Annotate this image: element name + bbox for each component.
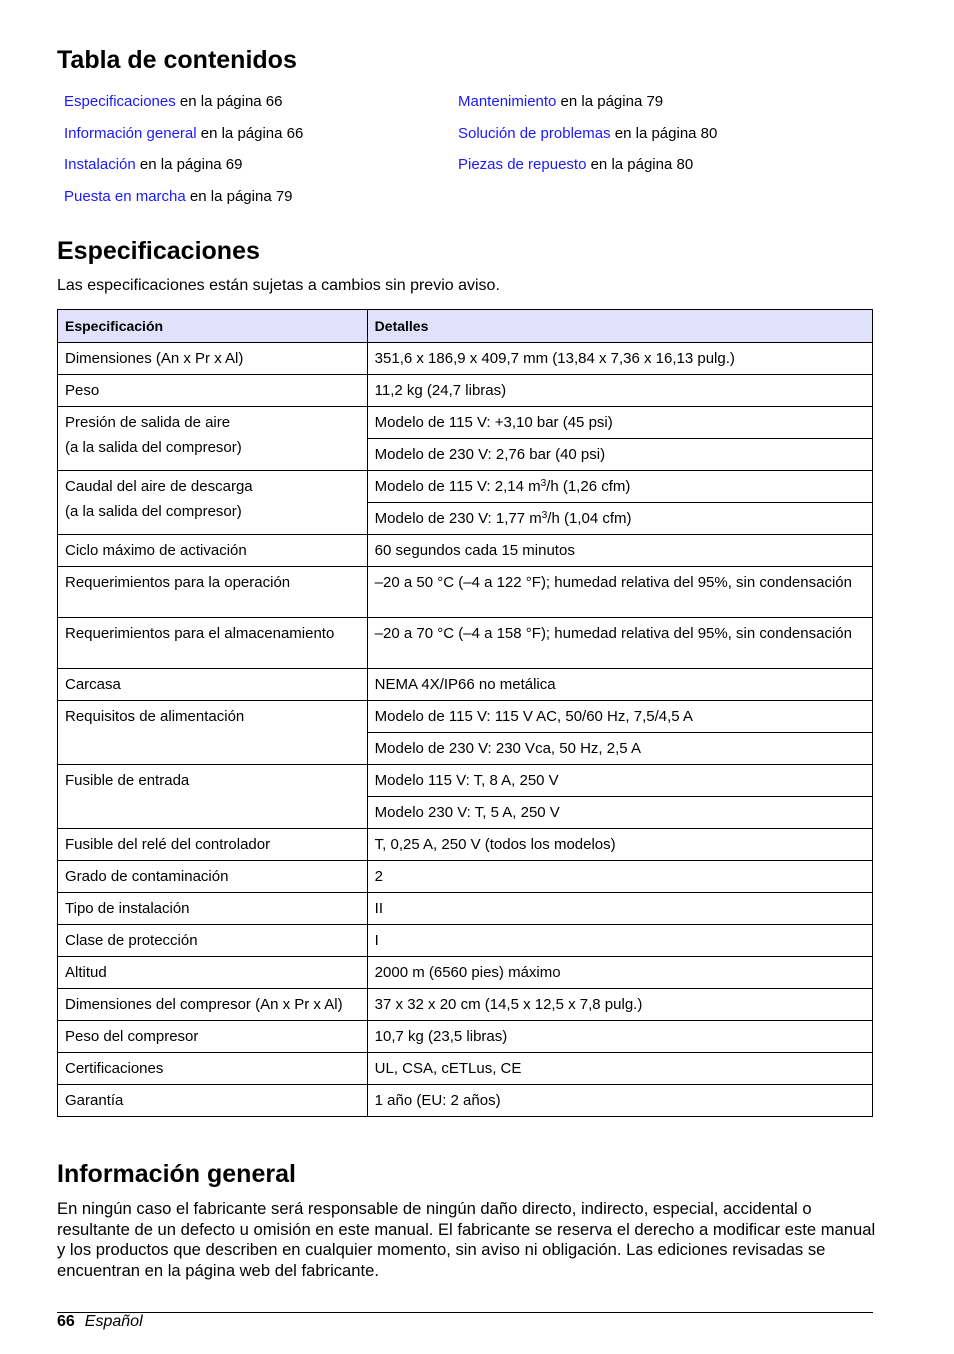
toc-link-mantenimiento[interactable]: Mantenimiento (458, 93, 557, 110)
detail-cell: NEMA 4X/IP66 no metálica (367, 669, 872, 701)
toc-title: Tabla de contenidos (57, 46, 297, 74)
table-row (58, 829, 873, 861)
detail-cell: –20 a 50 °C (–4 a 122 °F); humedad relativa del 95%, sin condensación (367, 567, 872, 618)
spec-cell: Requisitos de alimentación (58, 701, 368, 765)
detail-cell: 2000 m (6560 pies) máximo (367, 957, 872, 989)
spec-line: Presión de salida de aire (65, 414, 231, 431)
specs-intro: Las especificaciones están sujetas a cambios sin previo aviso. (57, 277, 500, 294)
detail-cell: Modelo de 115 V: +3,10 bar (45 psi) (367, 407, 872, 439)
spec-cell: Carcasa (58, 669, 368, 701)
detail-cell: T, 0,25 A, 250 V (todos los modelos) (367, 829, 872, 861)
detail-cell: 60 segundos cada 15 minutos (367, 535, 872, 567)
toc-page-ref: en la página 66 (175, 93, 283, 110)
footer-divider (57, 1312, 873, 1313)
detail-cell: Modelo de 230 V: 2,76 bar (40 psi) (367, 439, 872, 471)
specs-heading: Especificaciones (57, 237, 260, 265)
spec-cell: Dimensiones (An x Pr x Al) (58, 343, 368, 375)
toc-link-instalacion[interactable]: Instalación (64, 156, 136, 174)
column-header-details: Detalles (367, 310, 872, 343)
detail-text: /h (1,04 cfm) (547, 510, 632, 527)
specs-table (57, 309, 873, 1117)
general-heading: Información general (57, 1160, 296, 1188)
toc-link-informacion-general[interactable]: Información general (64, 124, 197, 142)
toc-item (458, 118, 838, 150)
detail-cell: II (367, 893, 872, 925)
table-row (58, 765, 873, 797)
table-row (58, 567, 873, 618)
spec-cell: Clase de protección (58, 925, 368, 957)
detail-cell: 10,7 kg (23,5 libras) (367, 1021, 872, 1053)
table-row (58, 957, 873, 989)
table-row (58, 407, 873, 439)
toc-column-right (458, 86, 838, 181)
spec-cell: Fusible del relé del controlador (58, 829, 368, 861)
spec-cell: Ciclo máximo de activación (58, 535, 368, 567)
spec-cell (58, 407, 368, 471)
spec-cell: Altitud (58, 957, 368, 989)
toc-item (64, 86, 444, 118)
detail-cell: –20 a 70 °C (–4 a 158 °F); humedad relativa del 95%, sin condensación (367, 618, 872, 669)
detail-text: /h (1,26 cfm) (546, 478, 631, 495)
general-body: En ningún caso el fabricante será responsable de ningún daño directo, indirecto, especial, accidental o resultante de un defecto u omisión en este manual. El fabricante se reserva el derecho a modificar este manual y los productos que describen en cualquier momento, sin aviso ni obligación. Las ediciones revisadas se encuentran en la página web del fabricante. (57, 1199, 876, 1280)
footer-language: Español (84, 1313, 143, 1330)
table-row (58, 343, 873, 375)
spec-cell: Dimensiones del compresor (An x Pr x Al) (58, 989, 368, 1021)
spec-cell: Fusible de entrada (58, 765, 368, 829)
table-row (58, 618, 873, 669)
toc-link-especificaciones[interactable]: Especificaciones (64, 93, 176, 110)
spec-cell: Certificaciones (58, 1053, 368, 1085)
toc-page-ref: en la página 66 (196, 124, 304, 142)
detail-text: Modelo de 230 V: 1,77 m (374, 510, 542, 527)
detail-cell: I (367, 925, 872, 957)
spec-cell: Requerimientos para el almacenamiento (58, 618, 368, 669)
spec-note: (a la salida del compresor) (65, 503, 242, 520)
toc-page-ref: en la página 69 (135, 156, 243, 174)
table-row (58, 375, 873, 407)
toc-item (64, 181, 444, 213)
page-number: 66 (57, 1313, 75, 1330)
table-row (58, 669, 873, 701)
detail-cell: Modelo 115 V: T, 8 A, 250 V (367, 765, 872, 797)
table-row (58, 1021, 873, 1053)
table-row (58, 925, 873, 957)
detail-cell: 11,2 kg (24,7 libras) (367, 375, 872, 407)
superscript: 3 (541, 510, 548, 521)
toc-item (64, 149, 444, 181)
toc-link-solucion-de-problemas[interactable]: Solución de problemas (458, 124, 611, 142)
spec-cell: Grado de contaminación (58, 861, 368, 893)
spec-cell: Tipo de instalación (58, 893, 368, 925)
table-row (58, 1053, 873, 1085)
toc-page-ref: en la página 79 (556, 93, 664, 110)
detail-cell: Modelo de 230 V: 230 Vca, 50 Hz, 2,5 A (367, 733, 872, 765)
detail-cell: UL, CSA, cETLus, CE (367, 1053, 872, 1085)
detail-cell: 351,6 x 186,9 x 409,7 mm (13,84 x 7,36 x 16,13 pulg.) (367, 343, 872, 375)
toc-link-puesta-en-marcha[interactable]: Puesta en marcha (64, 188, 186, 206)
detail-cell (367, 471, 872, 503)
table-row (58, 1085, 873, 1117)
detail-cell: 2 (367, 861, 872, 893)
spec-cell (58, 471, 368, 535)
toc-item (458, 86, 838, 118)
column-header-spec: Especificación (58, 310, 368, 343)
spec-cell: Peso del compresor (58, 1021, 368, 1053)
table-row (58, 701, 873, 733)
table-header-row (58, 310, 873, 343)
detail-cell: Modelo 230 V: T, 5 A, 250 V (367, 797, 872, 829)
toc-page-ref: en la página 80 (586, 156, 694, 174)
toc-item (458, 149, 838, 181)
table-row (58, 893, 873, 925)
toc-link-piezas-de-repuesto[interactable]: Piezas de repuesto (458, 156, 587, 174)
table-row (58, 535, 873, 567)
detail-text: Modelo de 115 V: 2,14 m (374, 478, 541, 495)
detail-cell: 1 año (EU: 2 años) (367, 1085, 872, 1117)
detail-cell: Modelo de 115 V: 115 V AC, 50/60 Hz, 7,5/4,5 A (367, 701, 872, 733)
spec-cell: Garantía (58, 1085, 368, 1117)
toc-page-ref: en la página 79 (185, 188, 293, 206)
detail-cell (367, 503, 872, 535)
toc-column-left (64, 86, 444, 213)
spec-cell: Requerimientos para la operación (58, 567, 368, 618)
spec-cell: Peso (58, 375, 368, 407)
table-row (58, 471, 873, 503)
toc-item (64, 118, 444, 150)
detail-cell: 37 x 32 x 20 cm (14,5 x 12,5 x 7,8 pulg.) (367, 989, 872, 1021)
table-row (58, 989, 873, 1021)
superscript: 3 (540, 478, 547, 489)
spec-line: Caudal del aire de descarga (65, 478, 253, 495)
spec-note: (a la salida del compresor) (65, 439, 242, 456)
table-row (58, 861, 873, 893)
page-footer (57, 1310, 143, 1334)
toc-page-ref: en la página 80 (610, 124, 718, 142)
